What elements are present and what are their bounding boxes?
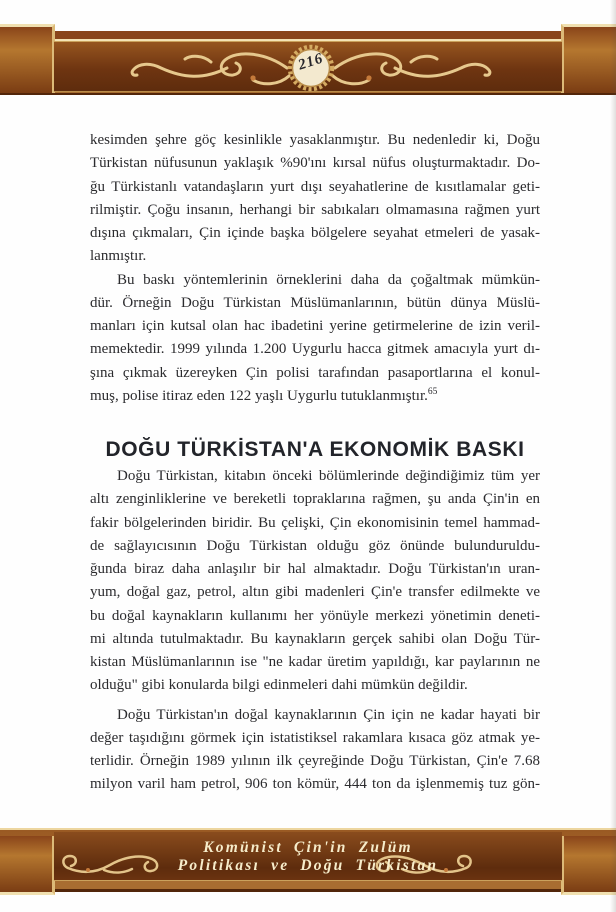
footer-title-line-1: Komünist Çin'in Zulüm bbox=[203, 839, 413, 856]
footer-book-title bbox=[0, 839, 616, 875]
section-heading: DOĞU TÜRKİSTAN'A EKONOMİK BASKI bbox=[105, 438, 525, 461]
scan-edge-shadow bbox=[610, 0, 616, 912]
footer-title-line-2: Politikası ve Doğu Türkistan bbox=[177, 857, 439, 874]
paragraph-3 bbox=[90, 465, 540, 698]
text-line: Doğu Türkistan'ın doğal kaynaklarının Çin için ne kadar hayati bir bbox=[117, 706, 540, 723]
text-line: terlidir. Örneğin 1989 yılının ilk çeyreğinde Doğu Türkistan, Çin'e 7.68 bbox=[90, 753, 540, 769]
text-line: fakir bölgelerinden biridir. Bu çelişki, Çin ekonomisinin temel hammad- bbox=[90, 514, 540, 531]
text-line: memektedir. 1999 yılında 1.200 Uygurlu hacca gitmek amacıyla yurt dı- bbox=[90, 341, 540, 358]
text-line: yum, doğal gaz, petrol, altın gibi madenleri Çin'e transfer edilmekte ve bbox=[90, 584, 540, 601]
text-line: olduğu" gibi konularda bilgi edinmeleri dahi mümkün değildir. bbox=[90, 677, 468, 694]
text-line: mi altında tutulmaktadır. Bu kaynakların gerçek sahibi olan Doğu Tür- bbox=[90, 630, 540, 647]
text-line: şına çıkmak üzereyken Çin polisi tarafından pasaportlarına el konul- bbox=[90, 364, 540, 381]
text-line: bu doğal kaynakların kullanımı her yönüyle merkezi yönetimin deneti- bbox=[90, 607, 540, 624]
text-line: Türkistan nüfusunun yaklaşık %90'ını kırsal nüfus oluşturmaktadır. Do- bbox=[90, 155, 540, 172]
paragraph-1 bbox=[90, 129, 540, 269]
text-line: lanmıştır. bbox=[90, 248, 147, 265]
text-line: milyon varil ham petrol, 906 ton kömür, 444 ton da işlenmemiş tuz gön- bbox=[90, 776, 540, 793]
paragraph-4 bbox=[90, 704, 540, 797]
text-line: Bu baskı yöntemlerinin örneklerini daha da çoğaltmak mümkün- bbox=[117, 271, 540, 288]
text-line bbox=[90, 385, 540, 408]
footnote-ref: 65 bbox=[427, 386, 438, 397]
text-span: muş, polise itiraz eden 122 yaşlı Uygurlu tutuklanmıştır. bbox=[90, 387, 428, 404]
text-line: altı zenginliklerine ve bereketli topraklarına rağmen, şu anda Çin'in en bbox=[90, 491, 540, 508]
text-line: ğu Türkistanlı vatandaşların yurt dışı seyahatlerine de kısıtlamalar geti- bbox=[90, 178, 540, 195]
text-line: kesimden şehre göç kesinlikle yasaklanmıştır. Bu nedenledir ki, Doğu bbox=[90, 132, 540, 148]
top-border-right-cap bbox=[561, 24, 616, 93]
text-line: dür. Örneğin Doğu Türkistan Müslümanlarının, bütün dünya Müslü- bbox=[90, 294, 540, 311]
text-line: dışına çıkmaları, Çin içinde başka bölgelere seyahat etmeleri de yasak- bbox=[90, 225, 540, 241]
text-line: değer taşıdığını görmek için istatistiksel rakamlara kısaca göz atmak ye- bbox=[90, 729, 540, 746]
paragraph-2 bbox=[90, 269, 540, 409]
text-line: kistan Müslümanlarının ise "ne kadar üretim yapıldığı, kar paylarının ne bbox=[90, 654, 540, 670]
text-column bbox=[90, 129, 540, 797]
text-line: manları için kutsal olan hac ibadetini yerine getirmelerine de izin veril- bbox=[90, 318, 540, 334]
page-number: 216 bbox=[296, 50, 326, 74]
text-line: rilmiştir. Çoğu insanın, herhangi bir sabıkaları olmamasına rağmen yurt bbox=[90, 201, 540, 218]
text-line: Doğu Türkistan, kitabın önceki bölümlerinde değindiğimiz tüm yer bbox=[117, 468, 540, 484]
text-line: de sağlayıcısının Doğu Türkistan olduğu göz önünde bulunduruldu- bbox=[90, 537, 540, 554]
top-border-left-cap bbox=[0, 24, 55, 93]
text-line: ğunda biraz daha anlaşılır bir hal almaktadır. Doğu Türkistan'ın uran- bbox=[90, 561, 540, 577]
